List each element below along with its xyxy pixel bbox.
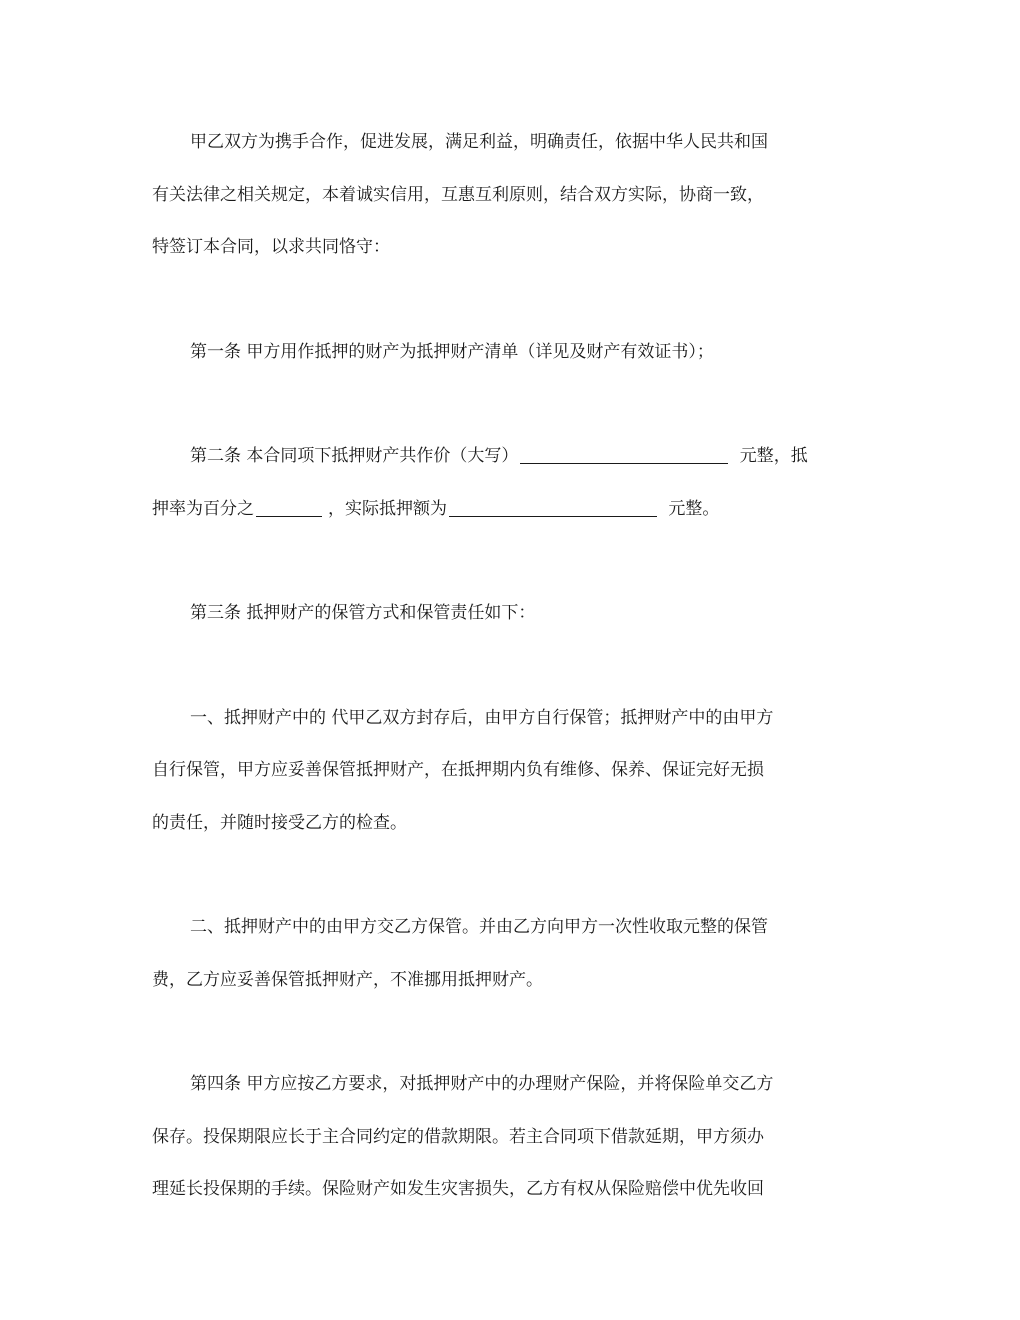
article-2-text: ，实际抵押额为	[328, 498, 447, 519]
article-2-line-1	[152, 430, 882, 483]
item-1-line: 自行保管，甲方应妥善保管抵押财产，在抵押期内负有维修、保养、保证完好无损	[152, 760, 764, 780]
item-1-line: 一、抵押财产中的 代甲乙双方封存后，由甲方自行保管；抵押财产中的由甲方	[190, 707, 774, 728]
article-4-line: 保存。投保期限应长于主合同约定的借款期限。若主合同项下借款延期，甲方须办	[152, 1126, 764, 1147]
mortgage-rate-blank[interactable]	[256, 498, 322, 517]
preamble-paragraph	[152, 116, 882, 274]
article-2	[152, 430, 882, 535]
article-2-text: 押率为百分之	[152, 498, 254, 519]
preamble-line: 有关法律之相关规定，本着诚实信用，互惠互利原则，结合双方实际，协商一致，	[152, 184, 764, 205]
article-2-text: 元整。	[663, 498, 720, 519]
article-4-line: 理延长投保期的手续。保险财产如发生灾害损失，乙方有权从保险赔偿中优先收回	[152, 1179, 764, 1199]
article-3	[152, 587, 882, 640]
preamble-line: 甲乙双方为携手合作，促进发展，满足利益，明确责任，依据中华人民共和国	[190, 132, 768, 152]
article-2-text: 元整，抵	[734, 446, 808, 466]
article-3-text: 第三条 抵押财产的保管方式和保管责任如下：	[190, 603, 536, 623]
article-4	[152, 1058, 882, 1216]
article-3-item-1	[152, 692, 882, 850]
article-4-line: 第四条 甲方应按乙方要求，对抵押财产中的办理财产保险，并将保险单交乙方	[190, 1074, 774, 1094]
article-1-text: 第一条 甲方用作抵押的财产为抵押财产清单（详见及财产有效证书）；	[190, 341, 714, 362]
preamble-line: 特签订本合同，以求共同恪守：	[152, 237, 390, 257]
mortgage-amount-blank[interactable]	[449, 498, 657, 517]
valuation-blank[interactable]	[520, 445, 728, 464]
item-2-line: 费，乙方应妥善保管抵押财产，不准挪用抵押财产。	[152, 969, 543, 990]
article-2-text: 第二条 本合同项下抵押财产共作价（大写）	[190, 446, 519, 466]
article-3-item-2	[152, 901, 882, 1006]
item-2-line: 二、抵押财产中的由甲方交乙方保管。并由乙方向甲方一次性收取元整的保管	[190, 917, 768, 937]
article-1	[152, 326, 882, 379]
item-1-line: 的责任，并随时接受乙方的检查。	[152, 812, 407, 833]
contract-page	[152, 116, 882, 1216]
article-2-line-2	[152, 483, 882, 536]
